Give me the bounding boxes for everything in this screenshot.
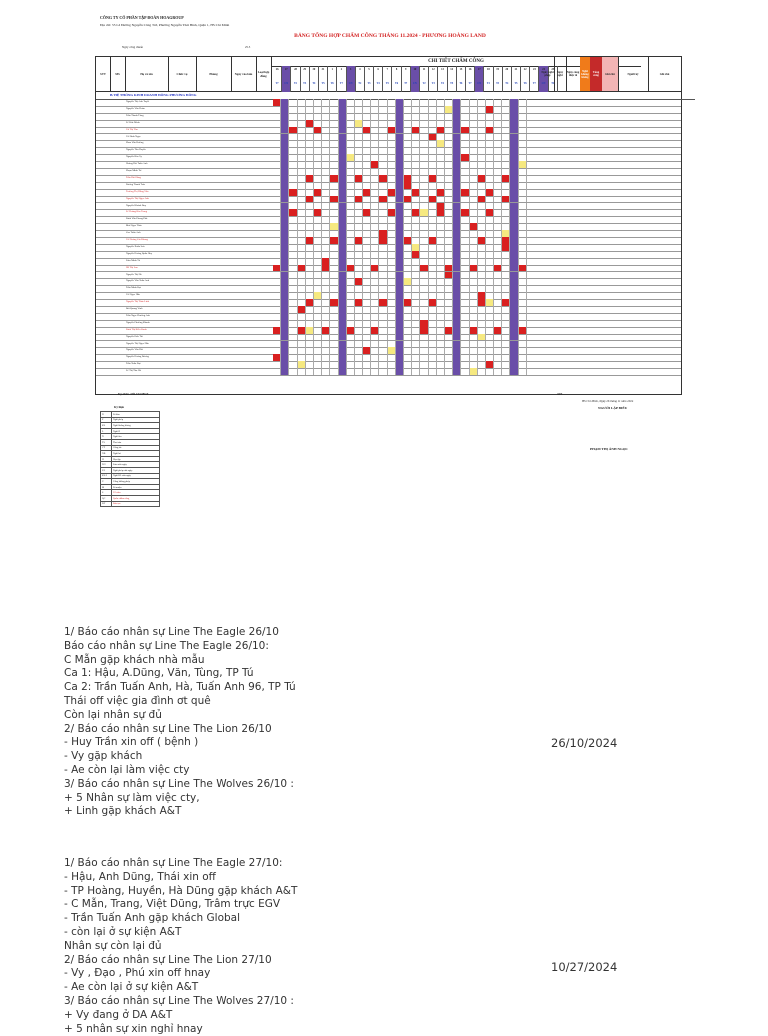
day-number: 3 bbox=[349, 68, 352, 71]
header-department: Phòng bbox=[196, 57, 232, 91]
header-start-date: Ngày vào làm bbox=[231, 57, 257, 91]
attendance-cells bbox=[273, 106, 527, 113]
legend-meaning: Nghỉ phép bbox=[112, 417, 160, 423]
day-header bbox=[337, 66, 346, 92]
weekday-label: T7 bbox=[404, 82, 408, 85]
day-number: 17 bbox=[477, 68, 481, 71]
employee-name: Lâm Minh Tú bbox=[126, 258, 140, 262]
report-date-2: 10/27/2024 bbox=[551, 960, 618, 974]
employee-name: Nguyễn Đức Tài bbox=[126, 334, 143, 338]
legend-code: Ô bbox=[101, 434, 112, 440]
employee-name: Nguyễn Thị Hà bbox=[126, 272, 142, 276]
standard-days-label: Ngày công chuẩn bbox=[122, 45, 143, 49]
legend-meaning: Thai sản bbox=[112, 439, 160, 445]
report-line: Báo cáo nhân sự Line The Eagle 26/10: bbox=[64, 639, 269, 652]
legend-code: NB bbox=[101, 451, 112, 457]
report-27-10 bbox=[64, 857, 524, 1036]
day-header bbox=[291, 66, 300, 92]
header-note: Ghi chú bbox=[602, 57, 619, 91]
weekday-label: T3 bbox=[431, 82, 435, 85]
legend-meaning: Nghỉ không lương bbox=[112, 423, 160, 429]
attendance-cells bbox=[273, 237, 527, 244]
attendance-cells bbox=[273, 203, 527, 210]
weekday-label: T5 bbox=[321, 82, 325, 85]
day-number: 7 bbox=[386, 68, 389, 71]
attendance-cells bbox=[273, 347, 527, 354]
legend-meaning: Học tập bbox=[112, 456, 160, 462]
attendance-cells bbox=[273, 244, 527, 251]
legend-item bbox=[101, 501, 160, 507]
header-contract: Loại hợp đồng bbox=[256, 57, 272, 91]
employee-name: Võ Hoàng Gia Khang bbox=[126, 238, 148, 241]
report-line: - Trần Tuấn Anh gặp khách Global bbox=[64, 912, 241, 925]
attendance-cells bbox=[273, 285, 527, 292]
day-header bbox=[503, 66, 512, 92]
attendance-cells bbox=[273, 341, 527, 348]
employee-name: Mai Ngọc Thảo bbox=[126, 224, 142, 228]
employee-name: Vũ Thị Thu bbox=[126, 127, 138, 131]
header-unpaid: Nghỉ không lương bbox=[580, 57, 591, 91]
weekday-label: T6 bbox=[330, 82, 334, 85]
employee-name: Trần Minh Đạt bbox=[126, 286, 141, 290]
weekday-label: T4 bbox=[440, 82, 444, 85]
weekday-label: T6 bbox=[459, 82, 463, 85]
employee-name: Phạm Minh Trí bbox=[126, 169, 142, 172]
report-date-1: 26/10/2024 bbox=[551, 736, 618, 750]
day-number: 25 bbox=[551, 68, 555, 71]
day-number: 19 bbox=[496, 68, 499, 71]
report-line: - Huy Trần xin off ( bệnh ) bbox=[64, 736, 199, 749]
report-line: + 5 nhân sự xin nghỉ hnay bbox=[64, 1022, 203, 1035]
day-number: 30 bbox=[312, 68, 316, 71]
employee-name: Nguyễn Thị Ngọc Ánh bbox=[126, 196, 149, 200]
day-number: 12 bbox=[431, 68, 435, 71]
employee-name: Hoàng Hải Tuấn Anh bbox=[126, 162, 148, 166]
day-header bbox=[402, 66, 411, 92]
attendance-cells bbox=[273, 368, 527, 375]
legend-code: P/2 bbox=[101, 467, 112, 473]
attendance-cells bbox=[273, 168, 527, 175]
attendance-cells bbox=[273, 175, 527, 182]
day-header bbox=[282, 66, 291, 92]
attendance-cells bbox=[273, 189, 527, 196]
report-line: C Mẫn gặp khách nhà mẫu bbox=[64, 653, 205, 666]
company-name: CÔNG TY CỔ PHẦN TẬP ĐOÀN HOAGROUP bbox=[100, 15, 184, 20]
report-line: 1/ Báo cáo nhân sự Line The Eagle 26/10 bbox=[64, 626, 279, 638]
attendance-cells bbox=[273, 361, 527, 368]
weekday-label: CN bbox=[284, 82, 289, 85]
weekday-label: T7 bbox=[339, 82, 343, 85]
legend-meaning: Đi muộn bbox=[112, 484, 160, 490]
report-line: 1/ Báo cáo nhân sự Line The Eagle 27/10: bbox=[64, 857, 283, 869]
table-footnote: Ký nhân / Hồ Chí Minh bbox=[118, 392, 149, 396]
attendance-cells bbox=[273, 216, 527, 223]
day-number: 13 bbox=[441, 68, 444, 71]
legend-code: H bbox=[101, 456, 112, 462]
day-number: 21 bbox=[514, 68, 518, 71]
weekday-label: T2 bbox=[486, 82, 490, 85]
day-number: 2 bbox=[340, 68, 343, 71]
employee-name: Trần Hải Đăng bbox=[126, 175, 141, 179]
attendance-cells bbox=[273, 265, 527, 272]
table-row bbox=[96, 368, 681, 376]
day-number: 28 bbox=[294, 68, 297, 71]
employee-name: Lê Đức Minh bbox=[126, 120, 140, 124]
day-number: 10 bbox=[413, 68, 417, 71]
weekday-label: T3 bbox=[496, 82, 500, 85]
attendance-cells bbox=[273, 230, 527, 237]
legend-title: Ký hiệu bbox=[114, 405, 125, 409]
attendance-cells bbox=[273, 320, 527, 327]
header-actual-days: Ngày công thực tế bbox=[566, 57, 581, 91]
legend-code: ĐT bbox=[101, 501, 112, 507]
attendance-cells bbox=[273, 140, 527, 147]
legend-code: TS bbox=[101, 439, 112, 445]
weekday-label: CN bbox=[477, 82, 482, 85]
report-26-10 bbox=[64, 626, 524, 819]
day-number: 18 bbox=[487, 68, 490, 71]
weekday-label: T2 bbox=[293, 82, 297, 85]
company-address: Địa chỉ: 55 Lê Đường Nguyễn Công Trứ, Phường Nguyễn Thái Bình, Quận 1, HS Chí Minh bbox=[100, 23, 230, 27]
attendance-cells bbox=[273, 278, 527, 285]
section-label: B/ HỆ THỐNG KINH DOANH ĐÔNG PHƯƠNG ĐÔNG bbox=[96, 91, 695, 100]
weekday-label: T4 bbox=[505, 82, 509, 85]
employee-name: Nguyễn Thị Ngọc Hân bbox=[126, 341, 149, 345]
employee-name: Phan Văn Dương bbox=[126, 141, 144, 145]
weekday-label: T2 bbox=[551, 82, 555, 85]
weekday-label: CN bbox=[413, 82, 417, 85]
attendance-cells bbox=[273, 292, 527, 299]
legend-box bbox=[100, 405, 160, 507]
sheet-total: 347 bbox=[557, 392, 563, 396]
report-line: Thái off việc gia đình ơt quê bbox=[64, 694, 211, 707]
report-line: - Vy gặp khách bbox=[64, 750, 143, 763]
attendance-cells bbox=[273, 299, 527, 306]
day-number: 4 bbox=[359, 68, 361, 71]
weekday-label: T6 bbox=[523, 82, 527, 85]
report-line: 2/ Báo cáo nhân sự Line The Lion 26/10 bbox=[64, 722, 272, 735]
employee-name: Nguyễn Thị Anh Tuyết bbox=[126, 100, 150, 103]
attendance-cells bbox=[273, 327, 527, 334]
weekday-label: T5 bbox=[385, 82, 389, 85]
day-header bbox=[448, 66, 457, 92]
report-line: + Linh gặp khách A&T bbox=[64, 805, 182, 818]
report-line: - Vy , Đạo , Phú xin off hnay bbox=[64, 967, 211, 980]
attendance-cells bbox=[273, 306, 527, 313]
weekday-label: T3 bbox=[303, 82, 307, 85]
day-header bbox=[301, 66, 310, 92]
day-number: 1 bbox=[331, 68, 333, 71]
attendance-cells bbox=[273, 161, 527, 168]
employee-name: Nguyễn Bảo Vy bbox=[126, 155, 142, 159]
employee-name: Nguyễn Hoàng Quân Huy bbox=[126, 251, 153, 255]
attendance-cells bbox=[273, 147, 527, 154]
report-line: Nhân sự còn lại đủ bbox=[64, 939, 162, 952]
attendance-cells bbox=[273, 196, 527, 203]
employee-name: Cao Tuấn Anh bbox=[126, 231, 141, 235]
legend-meaning: Về sớm bbox=[112, 490, 160, 496]
day-number: 5 bbox=[368, 68, 370, 71]
weekday-label: T3 bbox=[367, 82, 371, 85]
report-line: 3/ Báo cáo nhân sự Line The Wolves 26/10 : bbox=[64, 777, 294, 790]
report-line: - C Mẫn, Trang, Việt Dũng, Trâm trực EGV bbox=[64, 898, 281, 911]
legend-meaning: Nghỉ phép nửa ngày bbox=[112, 467, 160, 473]
attendance-cells bbox=[273, 354, 527, 361]
attendance-cells bbox=[273, 99, 527, 106]
day-header bbox=[347, 66, 356, 92]
weekday-label: T2 bbox=[422, 82, 426, 85]
employee-name: Nguyễn Hoàng Dương bbox=[126, 355, 149, 359]
legend-meaning: Nghỉ KL nửa ngày bbox=[112, 473, 160, 479]
employee-name: Trần Ngọc Phương Anh bbox=[126, 313, 150, 317]
day-header bbox=[521, 66, 530, 92]
report-line: 3/ Báo cáo nhân sự Line The Wolves 27/10 : bbox=[64, 994, 294, 1007]
weekday-label: CN bbox=[541, 82, 546, 85]
attendance-cells bbox=[273, 127, 527, 134]
day-header bbox=[494, 66, 503, 92]
attendance-cells bbox=[273, 334, 527, 341]
employee-name: Nguyễn Thu Huyền bbox=[126, 148, 146, 152]
day-number: 31 bbox=[321, 68, 325, 71]
report-line: - Ae còn lại ở sự kiện A&T bbox=[64, 981, 199, 994]
standard-days-value: 25.5 bbox=[245, 45, 251, 49]
legend-meaning: Đào tạo bbox=[112, 501, 160, 507]
day-number: 29 bbox=[303, 68, 307, 71]
day-number: 11 bbox=[422, 68, 426, 71]
day-number: 8 bbox=[395, 68, 398, 71]
header-remarks: Ghi chú bbox=[659, 72, 670, 76]
day-header bbox=[512, 66, 521, 92]
table-header bbox=[96, 57, 681, 92]
employee-name: Trần Tuấn Đạt bbox=[126, 362, 141, 366]
report-line: + Vy đang ở DA A&T bbox=[64, 1008, 173, 1021]
legend-meaning: Vắng không phép bbox=[112, 479, 160, 485]
day-header-strip bbox=[273, 66, 558, 92]
weekday-label: T5 bbox=[514, 82, 518, 85]
day-header bbox=[356, 66, 365, 92]
header-signer: Người ký bbox=[618, 57, 649, 91]
day-header bbox=[328, 66, 337, 92]
header-stt: STT bbox=[96, 57, 111, 91]
legend-code: V bbox=[101, 479, 112, 485]
employee-name: Nguyễn Văn Hải bbox=[126, 348, 143, 352]
attendance-cells bbox=[273, 113, 527, 120]
day-header bbox=[310, 66, 319, 92]
day-number: 23 bbox=[532, 68, 536, 71]
report-line: - TP Hoàng, Huyền, Hà Dũng gặp khách A&T bbox=[64, 884, 298, 897]
employee-rows bbox=[96, 99, 681, 394]
day-number: 24 bbox=[542, 68, 545, 71]
report-line: 2/ Báo cáo nhân sự Line The Lion 27/10 bbox=[64, 953, 272, 966]
employee-name: Lê Thị Thu Hà bbox=[126, 369, 141, 373]
header-total: Tổng công bbox=[590, 57, 603, 91]
signature-date: HS Chí Minh, Ngày 26 tháng 11 năm 2024 bbox=[582, 399, 634, 403]
employee-name: Võ Đình Ngọc bbox=[126, 134, 141, 138]
employee-name: Nguyễn Văn Tuấn Anh bbox=[126, 279, 150, 283]
day-header bbox=[466, 66, 475, 92]
day-header bbox=[273, 66, 282, 92]
day-header bbox=[530, 66, 539, 92]
employee-name: Nguyễn Văn Hoàn bbox=[126, 106, 145, 110]
legend-code: P bbox=[101, 417, 112, 423]
report-line: + 5 Nhân sự làm việc cty, bbox=[64, 791, 200, 804]
employee-name: Đinh Văn Phong Phú bbox=[126, 217, 148, 221]
header-days-off: Ngày nghỉ bbox=[554, 57, 567, 91]
weekday-label: T4 bbox=[312, 82, 316, 85]
weekday-label: CN bbox=[348, 82, 353, 85]
weekday-label: T7 bbox=[275, 82, 279, 85]
day-number: 15 bbox=[459, 68, 463, 71]
header-position: Chức vụ bbox=[168, 57, 197, 91]
legend-meaning: Làm nửa ngày bbox=[112, 462, 160, 468]
day-number: 6 bbox=[377, 68, 379, 71]
employee-name: Dương Thanh Trúc bbox=[126, 182, 146, 186]
legend-code: KL/2 bbox=[101, 473, 112, 479]
signature-role: NGƯỜI LẬP BIỂU bbox=[598, 406, 628, 410]
day-header bbox=[457, 66, 466, 92]
report-line: Còn lại nhân sự đủ bbox=[64, 708, 162, 721]
attendance-cells bbox=[273, 134, 527, 141]
legend-code: QC bbox=[101, 495, 112, 501]
day-header bbox=[438, 66, 447, 92]
attendance-table bbox=[95, 56, 682, 395]
report-line: - Hậu, Anh Dũng, Thái xin off bbox=[64, 870, 216, 883]
employee-name: Lê Hoàng Bảo Trang bbox=[126, 210, 148, 214]
day-number: 20 bbox=[505, 68, 509, 71]
signature-name: PHẠM THỊ ÁNH NGỌC bbox=[590, 447, 628, 451]
legend-meaning: Nghỉ ốm bbox=[112, 434, 160, 440]
employee-name: Nguyễn Thị Thảo Linh bbox=[126, 300, 150, 304]
weekday-label: T7 bbox=[532, 82, 536, 85]
employee-name: Trương Thị Hồng Vân bbox=[126, 189, 149, 193]
day-number: 26 bbox=[275, 68, 279, 71]
legend-code: L bbox=[101, 428, 112, 434]
header-name: Họ và tên bbox=[125, 57, 169, 91]
attendance-cells bbox=[273, 120, 527, 127]
day-number: 27 bbox=[284, 68, 288, 71]
legend-code: KL bbox=[101, 423, 112, 429]
employee-name: Nguyễn Khánh Duy bbox=[126, 203, 147, 207]
day-header bbox=[392, 66, 401, 92]
header-paid-leave: Ngày nghỉ phép bbox=[541, 57, 555, 91]
day-number: 9 bbox=[405, 68, 407, 71]
employee-name: Nguyễn Phương Khanh bbox=[126, 320, 150, 324]
day-header bbox=[429, 66, 438, 92]
legend-table bbox=[100, 411, 160, 507]
day-header bbox=[374, 66, 383, 92]
attendance-detail-title: CHI TIẾT CHẤM CÔNG bbox=[271, 57, 641, 67]
attendance-cells bbox=[273, 313, 527, 320]
day-number: 14 bbox=[450, 68, 454, 71]
day-header bbox=[420, 66, 429, 92]
day-header bbox=[475, 66, 484, 92]
weekday-label: T7 bbox=[468, 82, 472, 85]
legend-meaning: Công tác bbox=[112, 445, 160, 451]
attendance-cells bbox=[273, 258, 527, 265]
legend-meaning: Đi làm bbox=[112, 412, 160, 418]
attendance-cells bbox=[273, 223, 527, 230]
day-header bbox=[411, 66, 420, 92]
attendance-cells bbox=[273, 182, 527, 189]
report-line: - Ae còn lại làm việc cty bbox=[64, 763, 190, 776]
legend-code: S bbox=[101, 490, 112, 496]
legend-code: CT bbox=[101, 445, 112, 451]
weekday-label: T4 bbox=[376, 82, 380, 85]
attendance-cells bbox=[273, 272, 527, 279]
employee-name: Võ Ngọc Hân bbox=[126, 293, 140, 297]
employee-name: Bùi Quang Vinh bbox=[126, 307, 143, 310]
legend-meaning: Quên chấm công bbox=[112, 495, 160, 501]
employee-name: Hồ Thị Lan bbox=[126, 265, 138, 269]
attendance-cells bbox=[273, 251, 527, 258]
day-header bbox=[365, 66, 374, 92]
report-line: Ca 2: Trần Tuấn Anh, Hà, Tuấn Anh 96, TP Tú bbox=[64, 681, 296, 694]
legend-code: M bbox=[101, 484, 112, 490]
weekday-label: T2 bbox=[358, 82, 362, 85]
legend-code: X bbox=[101, 412, 112, 418]
day-number: 22 bbox=[523, 68, 527, 71]
employee-name: Trần Thanh Tùng bbox=[126, 113, 144, 117]
day-header bbox=[484, 66, 493, 92]
report-line: - còn lại ở sự kiện A&T bbox=[64, 925, 182, 938]
header-ms: MS bbox=[110, 57, 126, 91]
employee-name: Nguyễn Xuân Sơn bbox=[126, 244, 145, 248]
weekday-label: T6 bbox=[395, 82, 399, 85]
attendance-cells bbox=[273, 209, 527, 216]
sheet-title: BẢNG TỔNG HỢP CHẤM CÔNG THÁNG 11.2024 - PHƯƠNG HOÀNG LAND bbox=[294, 33, 486, 39]
legend-meaning: Nghỉ bù bbox=[112, 451, 160, 457]
employee-name: Đinh Thị Kiều Oanh bbox=[126, 327, 147, 331]
report-line: Ca 1: Hậu, A.Dũng, Văn, Tùng, TP Tú bbox=[64, 667, 254, 680]
attendance-cells bbox=[273, 154, 527, 161]
day-header bbox=[319, 66, 328, 92]
day-header bbox=[383, 66, 392, 92]
legend-meaning: Nghỉ lễ bbox=[112, 428, 160, 434]
legend-code: X/2 bbox=[101, 462, 112, 468]
day-number: 16 bbox=[468, 68, 472, 71]
weekday-label: T5 bbox=[450, 82, 454, 85]
